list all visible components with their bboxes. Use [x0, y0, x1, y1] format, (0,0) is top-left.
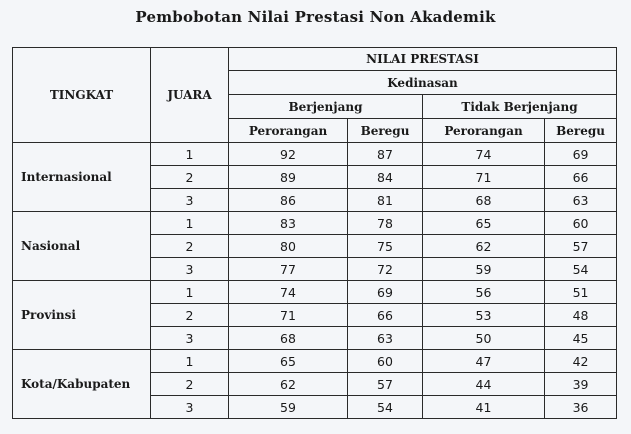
nilai-cell: 39: [545, 373, 617, 396]
header-beregu-berjenjang: Beregu: [348, 119, 423, 143]
table-row: [13, 350, 617, 373]
header-kedinasan: Kedinasan: [229, 71, 617, 95]
nilai-cell: 57: [545, 235, 617, 258]
nilai-cell: 86: [229, 189, 348, 212]
nilai-cell: 59: [423, 258, 545, 281]
nilai-cell: 71: [423, 166, 545, 189]
nilai-cell: 65: [229, 350, 348, 373]
nilai-cell: 51: [545, 281, 617, 304]
nilai-cell: 47: [423, 350, 545, 373]
nilai-cell: 63: [348, 327, 423, 350]
nilai-cell: 81: [348, 189, 423, 212]
juara-cell: 1: [151, 281, 229, 304]
nilai-cell: 80: [229, 235, 348, 258]
juara-cell: 2: [151, 304, 229, 327]
nilai-cell: 65: [423, 212, 545, 235]
header-tidak-berjenjang: Tidak Berjenjang: [423, 95, 617, 119]
page-title: Pembobotan Nilai Prestasi Non Akademik: [135, 8, 496, 26]
nilai-cell: 44: [423, 373, 545, 396]
header-nilai-prestasi: NILAI PRESTASI: [229, 48, 617, 71]
header-berjenjang: Berjenjang: [229, 95, 423, 119]
juara-cell: 3: [151, 396, 229, 419]
nilai-cell: 57: [348, 373, 423, 396]
nilai-cell: 54: [545, 258, 617, 281]
juara-cell: 1: [151, 212, 229, 235]
nilai-cell: 56: [423, 281, 545, 304]
nilai-cell: 83: [229, 212, 348, 235]
nilai-cell: 71: [229, 304, 348, 327]
nilai-cell: 59: [229, 396, 348, 419]
nilai-cell: 87: [348, 143, 423, 166]
nilai-cell: 69: [545, 143, 617, 166]
nilai-cell: 53: [423, 304, 545, 327]
nilai-cell: 75: [348, 235, 423, 258]
nilai-cell: 42: [545, 350, 617, 373]
juara-cell: 1: [151, 143, 229, 166]
header-tingkat: TINGKAT: [13, 48, 151, 143]
nilai-cell: 62: [229, 373, 348, 396]
nilai-cell: 77: [229, 258, 348, 281]
nilai-cell: 60: [545, 212, 617, 235]
juara-cell: 3: [151, 327, 229, 350]
nilai-cell: 60: [348, 350, 423, 373]
nilai-cell: 45: [545, 327, 617, 350]
nilai-cell: 68: [423, 189, 545, 212]
table-row: [13, 143, 617, 166]
juara-cell: 2: [151, 166, 229, 189]
tingkat-cell: Internasional: [13, 143, 151, 212]
nilai-cell: 78: [348, 212, 423, 235]
nilai-cell: 50: [423, 327, 545, 350]
nilai-prestasi-table: [12, 47, 617, 419]
header-juara: JUARA: [151, 48, 229, 143]
nilai-cell: 84: [348, 166, 423, 189]
nilai-cell: 74: [229, 281, 348, 304]
table-body: [13, 143, 617, 419]
nilai-cell: 63: [545, 189, 617, 212]
nilai-cell: 68: [229, 327, 348, 350]
nilai-cell: 72: [348, 258, 423, 281]
nilai-cell: 48: [545, 304, 617, 327]
header-perorangan-tidak-berjenjang: Perorangan: [423, 119, 545, 143]
nilai-cell: 41: [423, 396, 545, 419]
tingkat-cell: Kota/Kabupaten: [13, 350, 151, 419]
nilai-cell: 89: [229, 166, 348, 189]
nilai-cell: 54: [348, 396, 423, 419]
header-beregu-tidak-berjenjang: Beregu: [545, 119, 617, 143]
header-perorangan-berjenjang: Perorangan: [229, 119, 348, 143]
juara-cell: 1: [151, 350, 229, 373]
nilai-cell: 74: [423, 143, 545, 166]
nilai-cell: 66: [348, 304, 423, 327]
juara-cell: 2: [151, 235, 229, 258]
nilai-cell: 62: [423, 235, 545, 258]
table-header: [13, 48, 617, 143]
table-row: [13, 281, 617, 304]
juara-cell: 2: [151, 373, 229, 396]
nilai-cell: 36: [545, 396, 617, 419]
nilai-cell: 69: [348, 281, 423, 304]
nilai-cell: 92: [229, 143, 348, 166]
tingkat-cell: Provinsi: [13, 281, 151, 350]
juara-cell: 3: [151, 258, 229, 281]
nilai-cell: 66: [545, 166, 617, 189]
table-row: [13, 212, 617, 235]
tingkat-cell: Nasional: [13, 212, 151, 281]
juara-cell: 3: [151, 189, 229, 212]
